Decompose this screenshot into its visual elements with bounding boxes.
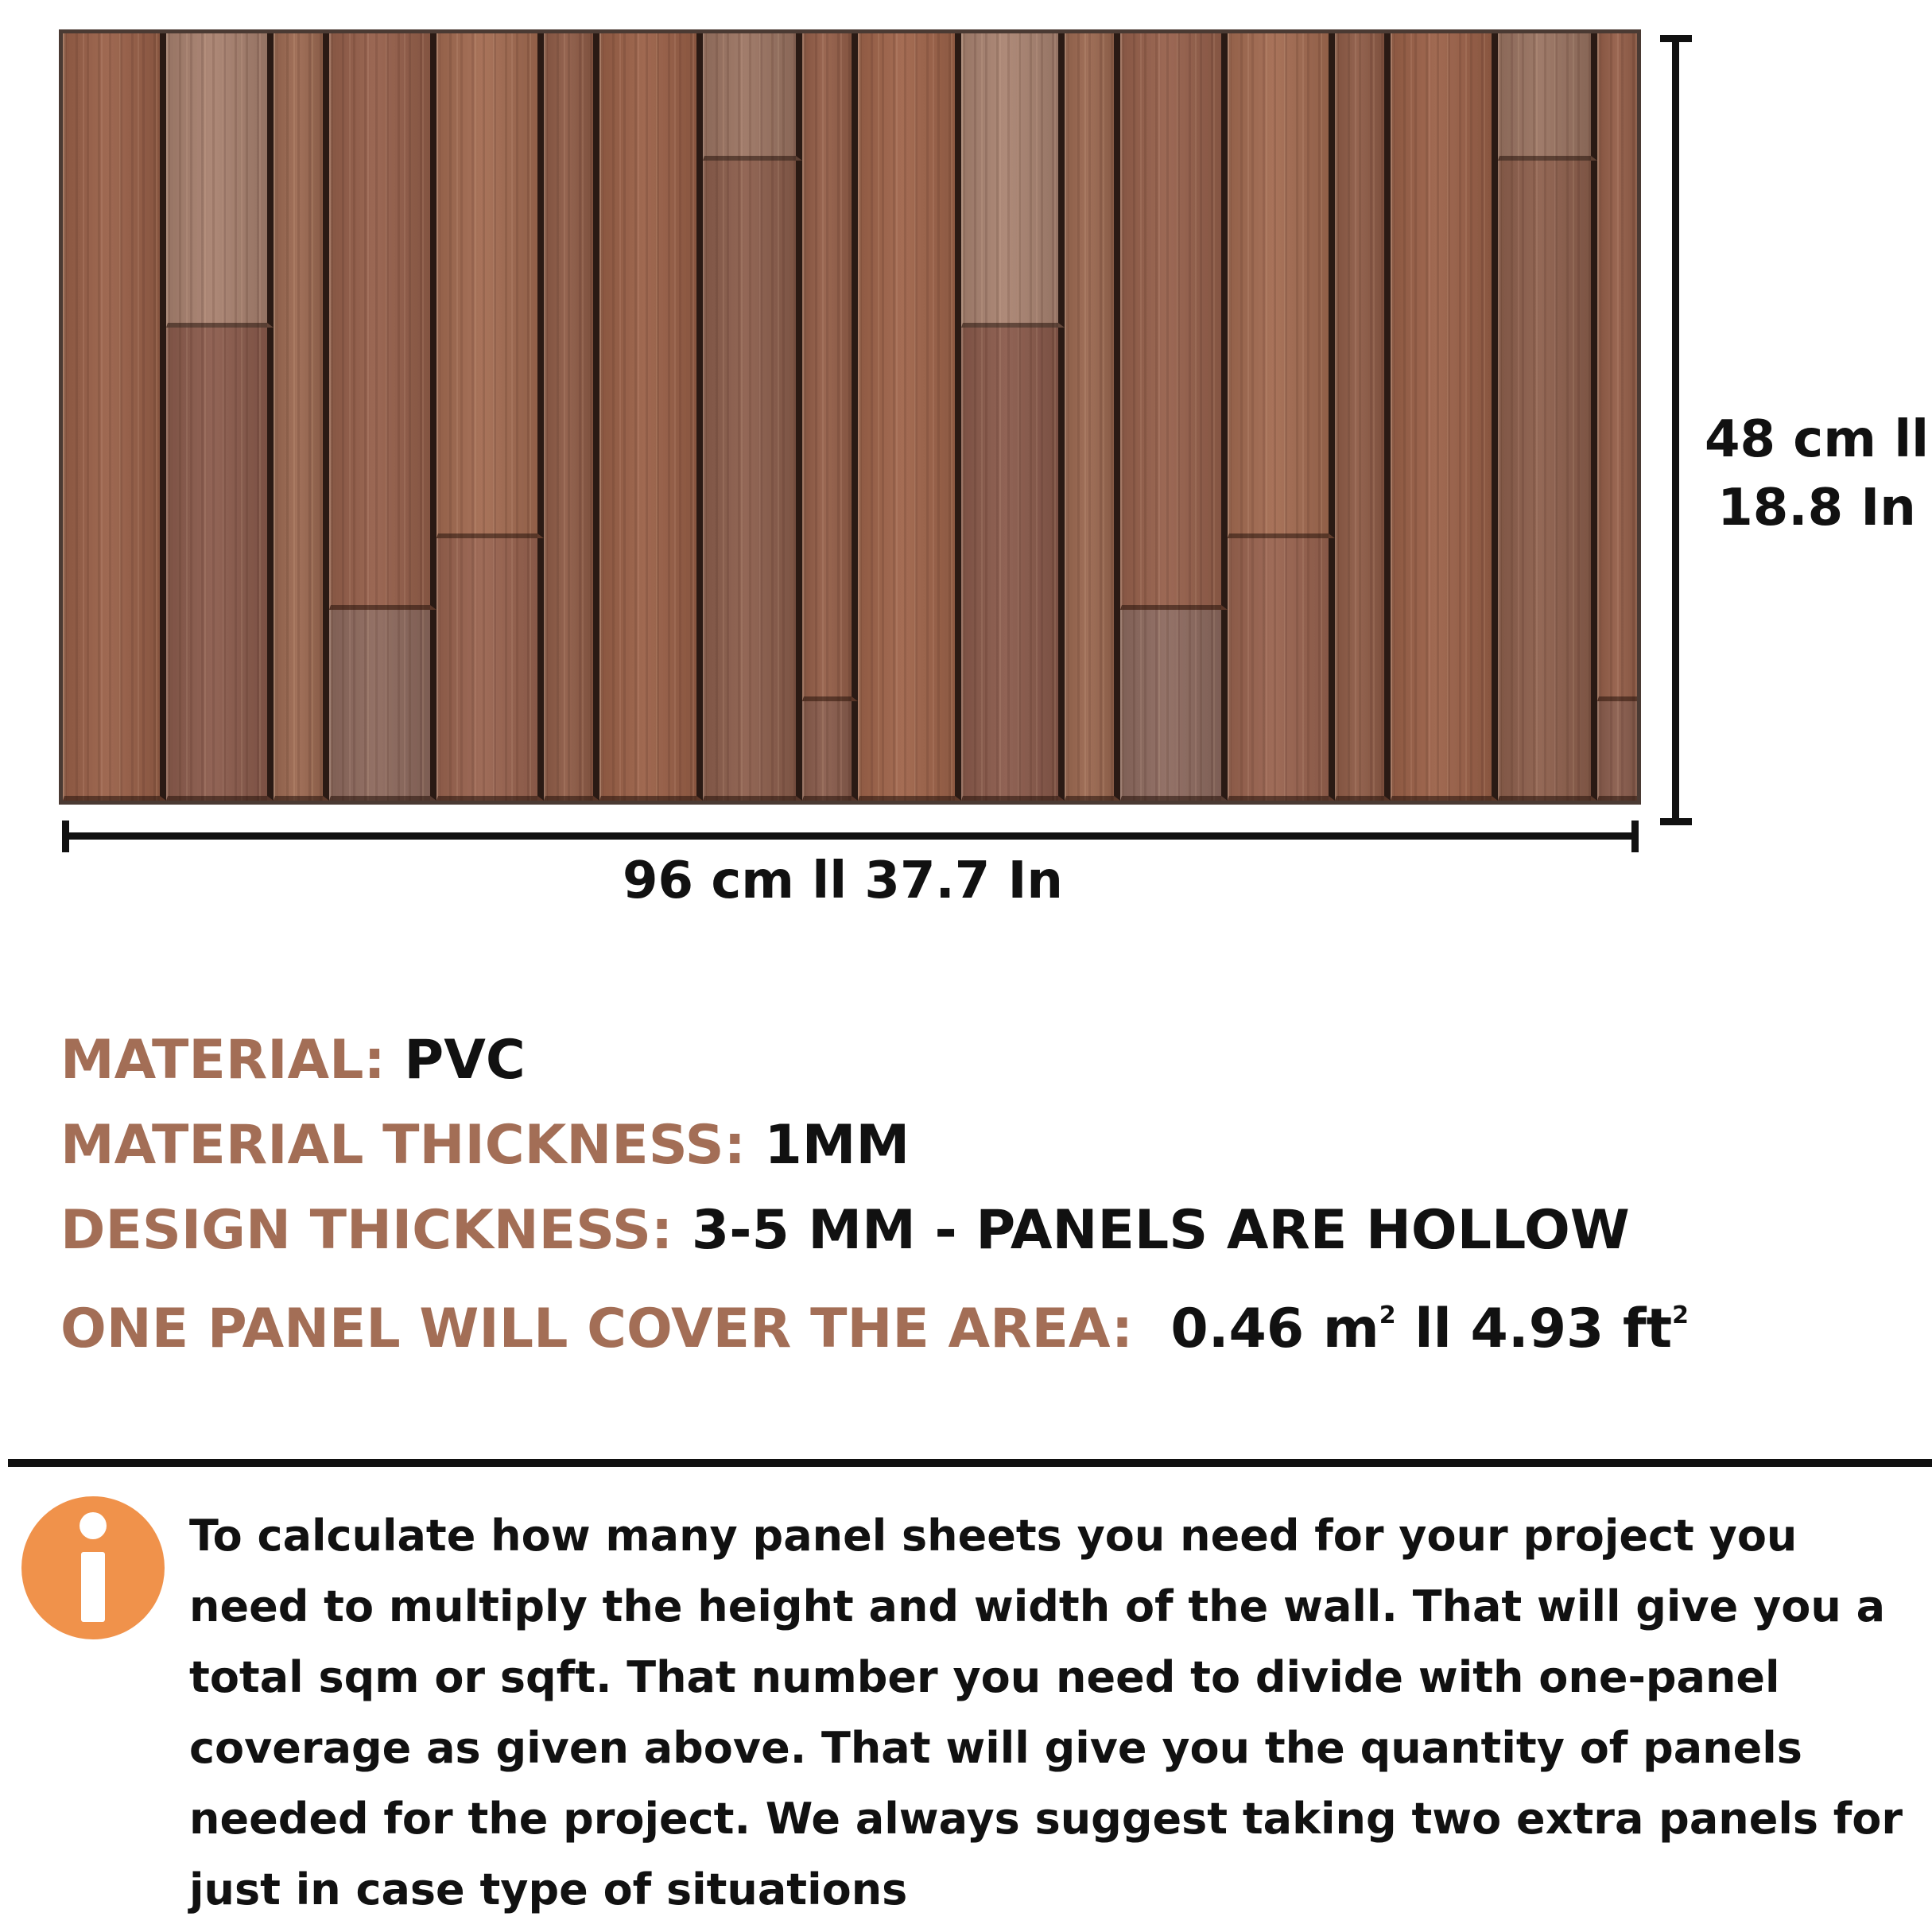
width-dimension-line	[64, 832, 1638, 840]
info-icon-stem	[81, 1552, 105, 1622]
height-label-line2: 18.8 In	[1717, 479, 1916, 537]
coverage-imperial: ll 4.93 ft	[1395, 1298, 1673, 1360]
wood-plank	[544, 33, 599, 801]
wood-plank	[436, 538, 544, 801]
specs-list	[60, 1018, 1889, 1371]
wood-plank	[703, 161, 802, 801]
wood-plank	[802, 701, 858, 801]
wood-plank	[1498, 33, 1597, 161]
wood-plank	[1335, 33, 1391, 801]
superscript: 2	[1672, 1302, 1689, 1329]
spec-material	[60, 1018, 1889, 1103]
wood-panel-image	[59, 29, 1641, 805]
spec-label: ONE PANEL WILL COVER THE AREA:	[60, 1298, 1134, 1360]
wood-plank	[166, 33, 274, 328]
wood-plank	[329, 33, 436, 610]
spec-label: MATERIAL:	[60, 1029, 386, 1092]
wood-plank	[1597, 701, 1641, 801]
wood-plank	[858, 33, 961, 801]
wood-plank	[1120, 610, 1228, 801]
height-label	[1701, 405, 1932, 542]
spec-label: DESIGN THICKNESS:	[60, 1199, 673, 1262]
info-text: To calculate how many panel sheets you need for your project you need to multiply the height and width of the wall. That will give you a total sqm or sqft. That number you need to divide with one-panel coverage as given above. That will give you the quantity of panels needed for the project. We always suggest taking two extra panels for just in case type of situations	[189, 1511, 1903, 1915]
height-label-line1: 48 cm ll	[1704, 410, 1930, 469]
wood-plank	[599, 33, 703, 801]
wood-plank	[329, 610, 436, 801]
wood-plank	[1228, 538, 1335, 801]
spec-coverage-area	[60, 1273, 1889, 1371]
spec-value	[1152, 1298, 1689, 1360]
height-dimension-cap-top	[1660, 35, 1692, 42]
height-dimension-cap-bottom	[1660, 818, 1692, 825]
spec-design-thickness	[60, 1188, 1889, 1273]
superscript: 2	[1379, 1302, 1396, 1329]
wood-plank	[1120, 33, 1228, 610]
spec-value: 1MM	[764, 1114, 910, 1177]
wood-plank	[1065, 33, 1120, 801]
wood-plank	[961, 328, 1065, 801]
wood-plank	[961, 33, 1065, 328]
wood-plank	[1498, 161, 1597, 801]
coverage-metric: 0.46 m	[1170, 1298, 1379, 1360]
wood-plank	[703, 33, 802, 161]
info-icon	[21, 1496, 165, 1639]
spec-value: 3-5 MM - PANELS ARE HOLLOW	[691, 1199, 1630, 1262]
wood-plank	[1391, 33, 1498, 801]
spec-material-thickness	[60, 1103, 1889, 1188]
height-dimension-line	[1672, 36, 1679, 823]
width-label: 96 cm ll 37.7 In	[623, 852, 1063, 910]
wood-plank	[802, 33, 858, 701]
wood-plank	[63, 33, 166, 801]
spec-value: PVC	[404, 1029, 526, 1092]
info-icon-dot	[80, 1512, 107, 1539]
wood-plank	[436, 33, 544, 538]
wood-plank	[1228, 33, 1335, 538]
section-divider	[8, 1459, 1932, 1467]
wood-plank	[1597, 33, 1641, 701]
wood-plank	[274, 33, 329, 801]
wood-plank	[166, 328, 274, 801]
spec-label: MATERIAL THICKNESS:	[60, 1114, 746, 1177]
